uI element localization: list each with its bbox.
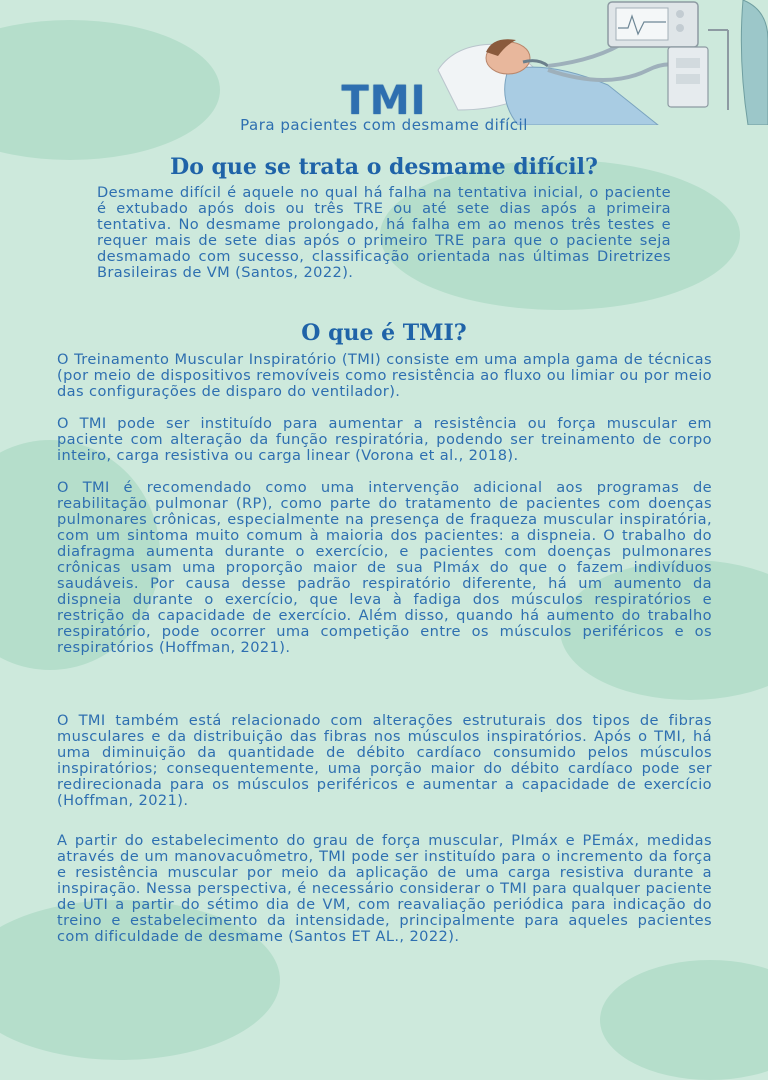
section1-text: Desmame difícil é aquele no qual há falha na tentativa inicial, o paciente é extubado após dois ou três TRE ou até sete dias após a primeira tentativa. No desmame prolongado, há falha em ao menos três testes e requer mais de sete dias após o primeiro TRE para que o paciente seja desmamado com sucesso, classificação orientada nas últimas Diretrizes Brasileiras de VM (Santos, 2022). [97,184,671,281]
section1-heading: Do que se trata o desmame difícil? [170,154,598,180]
page-title: TMI [341,78,427,124]
section2-paragraph: O TMI pode ser instituído para aumentar a resistência ou força muscular em paciente com alteração da função respiratória, podendo ser treinamento de corpo inteiro, carga resistiva ou carga linear (Vorona et al., 2018). [57,415,712,464]
section2-paragraph: O Treinamento Muscular Inspiratório (TMI) consiste em uma ampla gama de técnicas (por meio de dispositivos removíveis como resistência ao fluxo ou limiar ou por meio das configurações de disparo do ventilador). [57,351,712,400]
section2-paragraph: A partir do estabelecimento do grau de força muscular, PImáx e PEmáx, medidas através de um manovacuômetro, TMI pode ser instituído para o incremento da força e resistência muscular por meio da aplicação de uma carga resistiva durante a inspiração. Nessa perspectiva, é necessário considerar o TMI para qualquer paciente de UTI a partir do sétimo dia de VM, com reavaliação periódica para indicação do treino e estabelecimento da intensidade, principalmente para aqueles pacientes com dificuldade de desmame (Santos ET AL., 2022). [57,832,712,945]
section2-paragraph: O TMI é recomendado como uma intervenção adicional aos programas de reabilitação pulmonar (RP), como parte do tratamento de pacientes com doenças pulmonares crônicas, especialmente na presença de fraqueza muscular inspiratória, com um sintoma muito comum à maioria dos pacientes: a dispneia. O trabalho do diafragma aumenta durante o exercício, e pacientes com doenças pulmonares crônicas usam uma proporção maior de sua PImáx do que o fazem indivíduos saudáveis. Por causa desse padrão respiratório diferente, há um aumento da dispneia durante o exercício, que leva à fadiga dos músculos respiratórios e restrição da capacidade de exercício. Além disso, quando há aumento do trabalho respiratório, pode ocorrer uma competição entre os músculos periféricos e os respiratórios (Hoffman, 2021). [57,479,712,656]
bg-blob [600,960,768,1080]
section2-paragraph: O TMI também está relacionado com alterações estruturais dos tipos de fibras musculares e da distribuição das fibras nos músculos inspiratórios. Após o TMI, há uma diminuição da quantidade de débito cardíaco consumido pelos músculos inspiratórios; consequentemente, uma porção maior do débito cardíaco pode ser redirecionada para os músculos periféricos e aumentar a capacidade de exercício (Hoffman, 2021). [57,712,712,809]
page-subtitle: Para pacientes com desmame difícil [240,116,528,134]
section2-heading: O que é TMI? [301,320,467,346]
